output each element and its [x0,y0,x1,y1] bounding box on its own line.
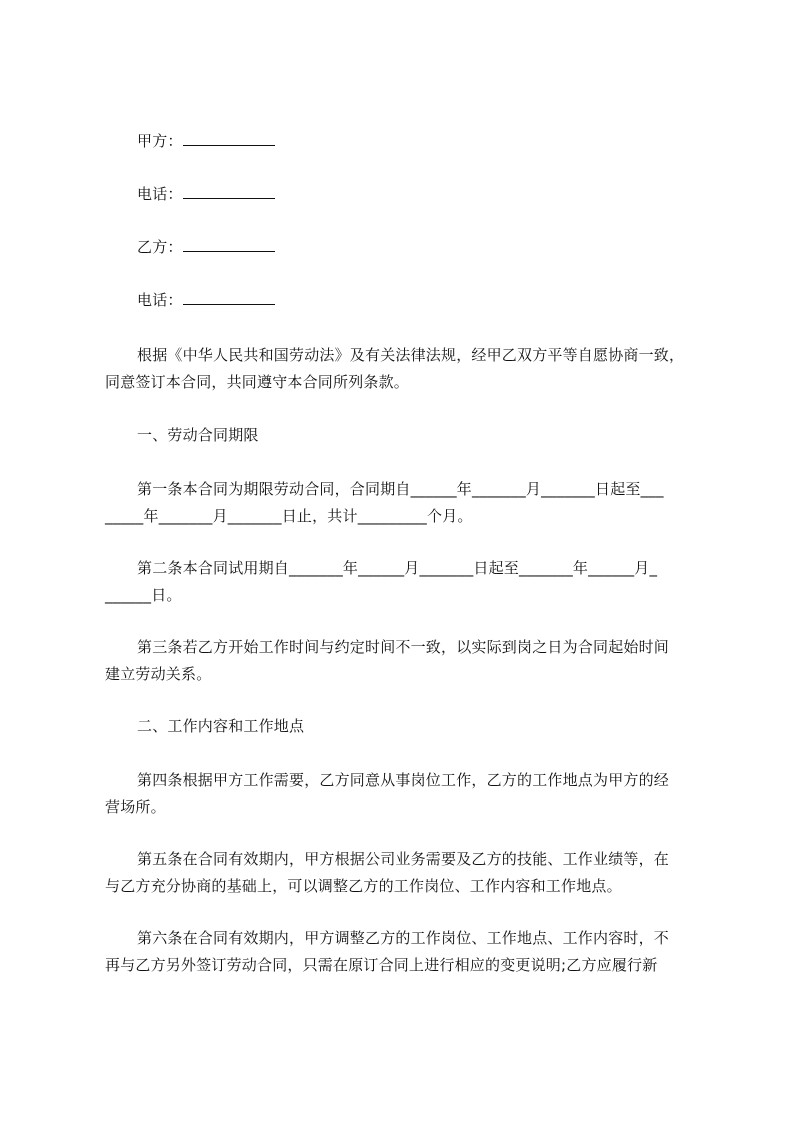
phone-b-label: 电话： [137,291,183,309]
article6-line-2: 再与乙方另外签订劳动合同，只需在原订合同上进行相应的变更说明;乙方应履行新 [105,956,658,974]
section1-heading: 一、劳动合同期限 [137,426,259,444]
article4-line-1: 第四条根据甲方工作需要，乙方同意从事岗位工作，乙方的工作地点为甲方的经 [137,771,670,789]
party-a-line [137,131,275,151]
article5-line-1: 第五条在合同有效期内，甲方根据公司业务需要及乙方的技能、工作业绩等，在 [137,850,670,868]
phone-a-blank [183,184,275,199]
preamble-line-1: 根据《中华人民共和国劳动法》及有关法律法规，经甲乙双方平等自愿协商一致， [137,346,685,364]
party-b-label: 乙方： [137,238,183,256]
article3-line-1: 第三条若乙方开始工作时间与约定时间不一致，以实际到岗之日为合同起始时间 [137,638,670,656]
party-b-line [137,237,275,257]
article2-line-2: ______日。 [105,586,182,604]
phone-b-blank [183,290,275,305]
phone-a-line [137,184,275,204]
section2-heading: 二、工作内容和工作地点 [137,717,305,735]
article1-line-1: 第一条本合同为期限劳动合同，合同期自______年_______月_______日起至___ [137,480,664,498]
phone-b-line [137,290,275,310]
party-b-blank [183,237,275,252]
article4-line-2: 营场所。 [105,798,166,816]
article2-line-1: 第二条本合同试用期自_______年______月_______日起至_______年______月_ [137,559,658,577]
article3-line-2: 建立劳动关系。 [105,665,212,683]
article1-line-2: _____年_______月_______日止，共计_________个月。 [105,507,473,525]
article6-line-1: 第六条在合同有效期内，甲方调整乙方的工作岗位、工作地点、工作内容时，不 [137,929,670,947]
party-a-label: 甲方： [137,132,183,150]
preamble-line-2: 同意签订本合同，共同遵守本合同所列条款。 [105,373,410,391]
phone-a-label: 电话： [137,185,183,203]
article5-line-2: 与乙方充分协商的基础上，可以调整乙方的工作岗位、工作内容和工作地点。 [105,877,622,895]
party-a-blank [183,131,275,146]
